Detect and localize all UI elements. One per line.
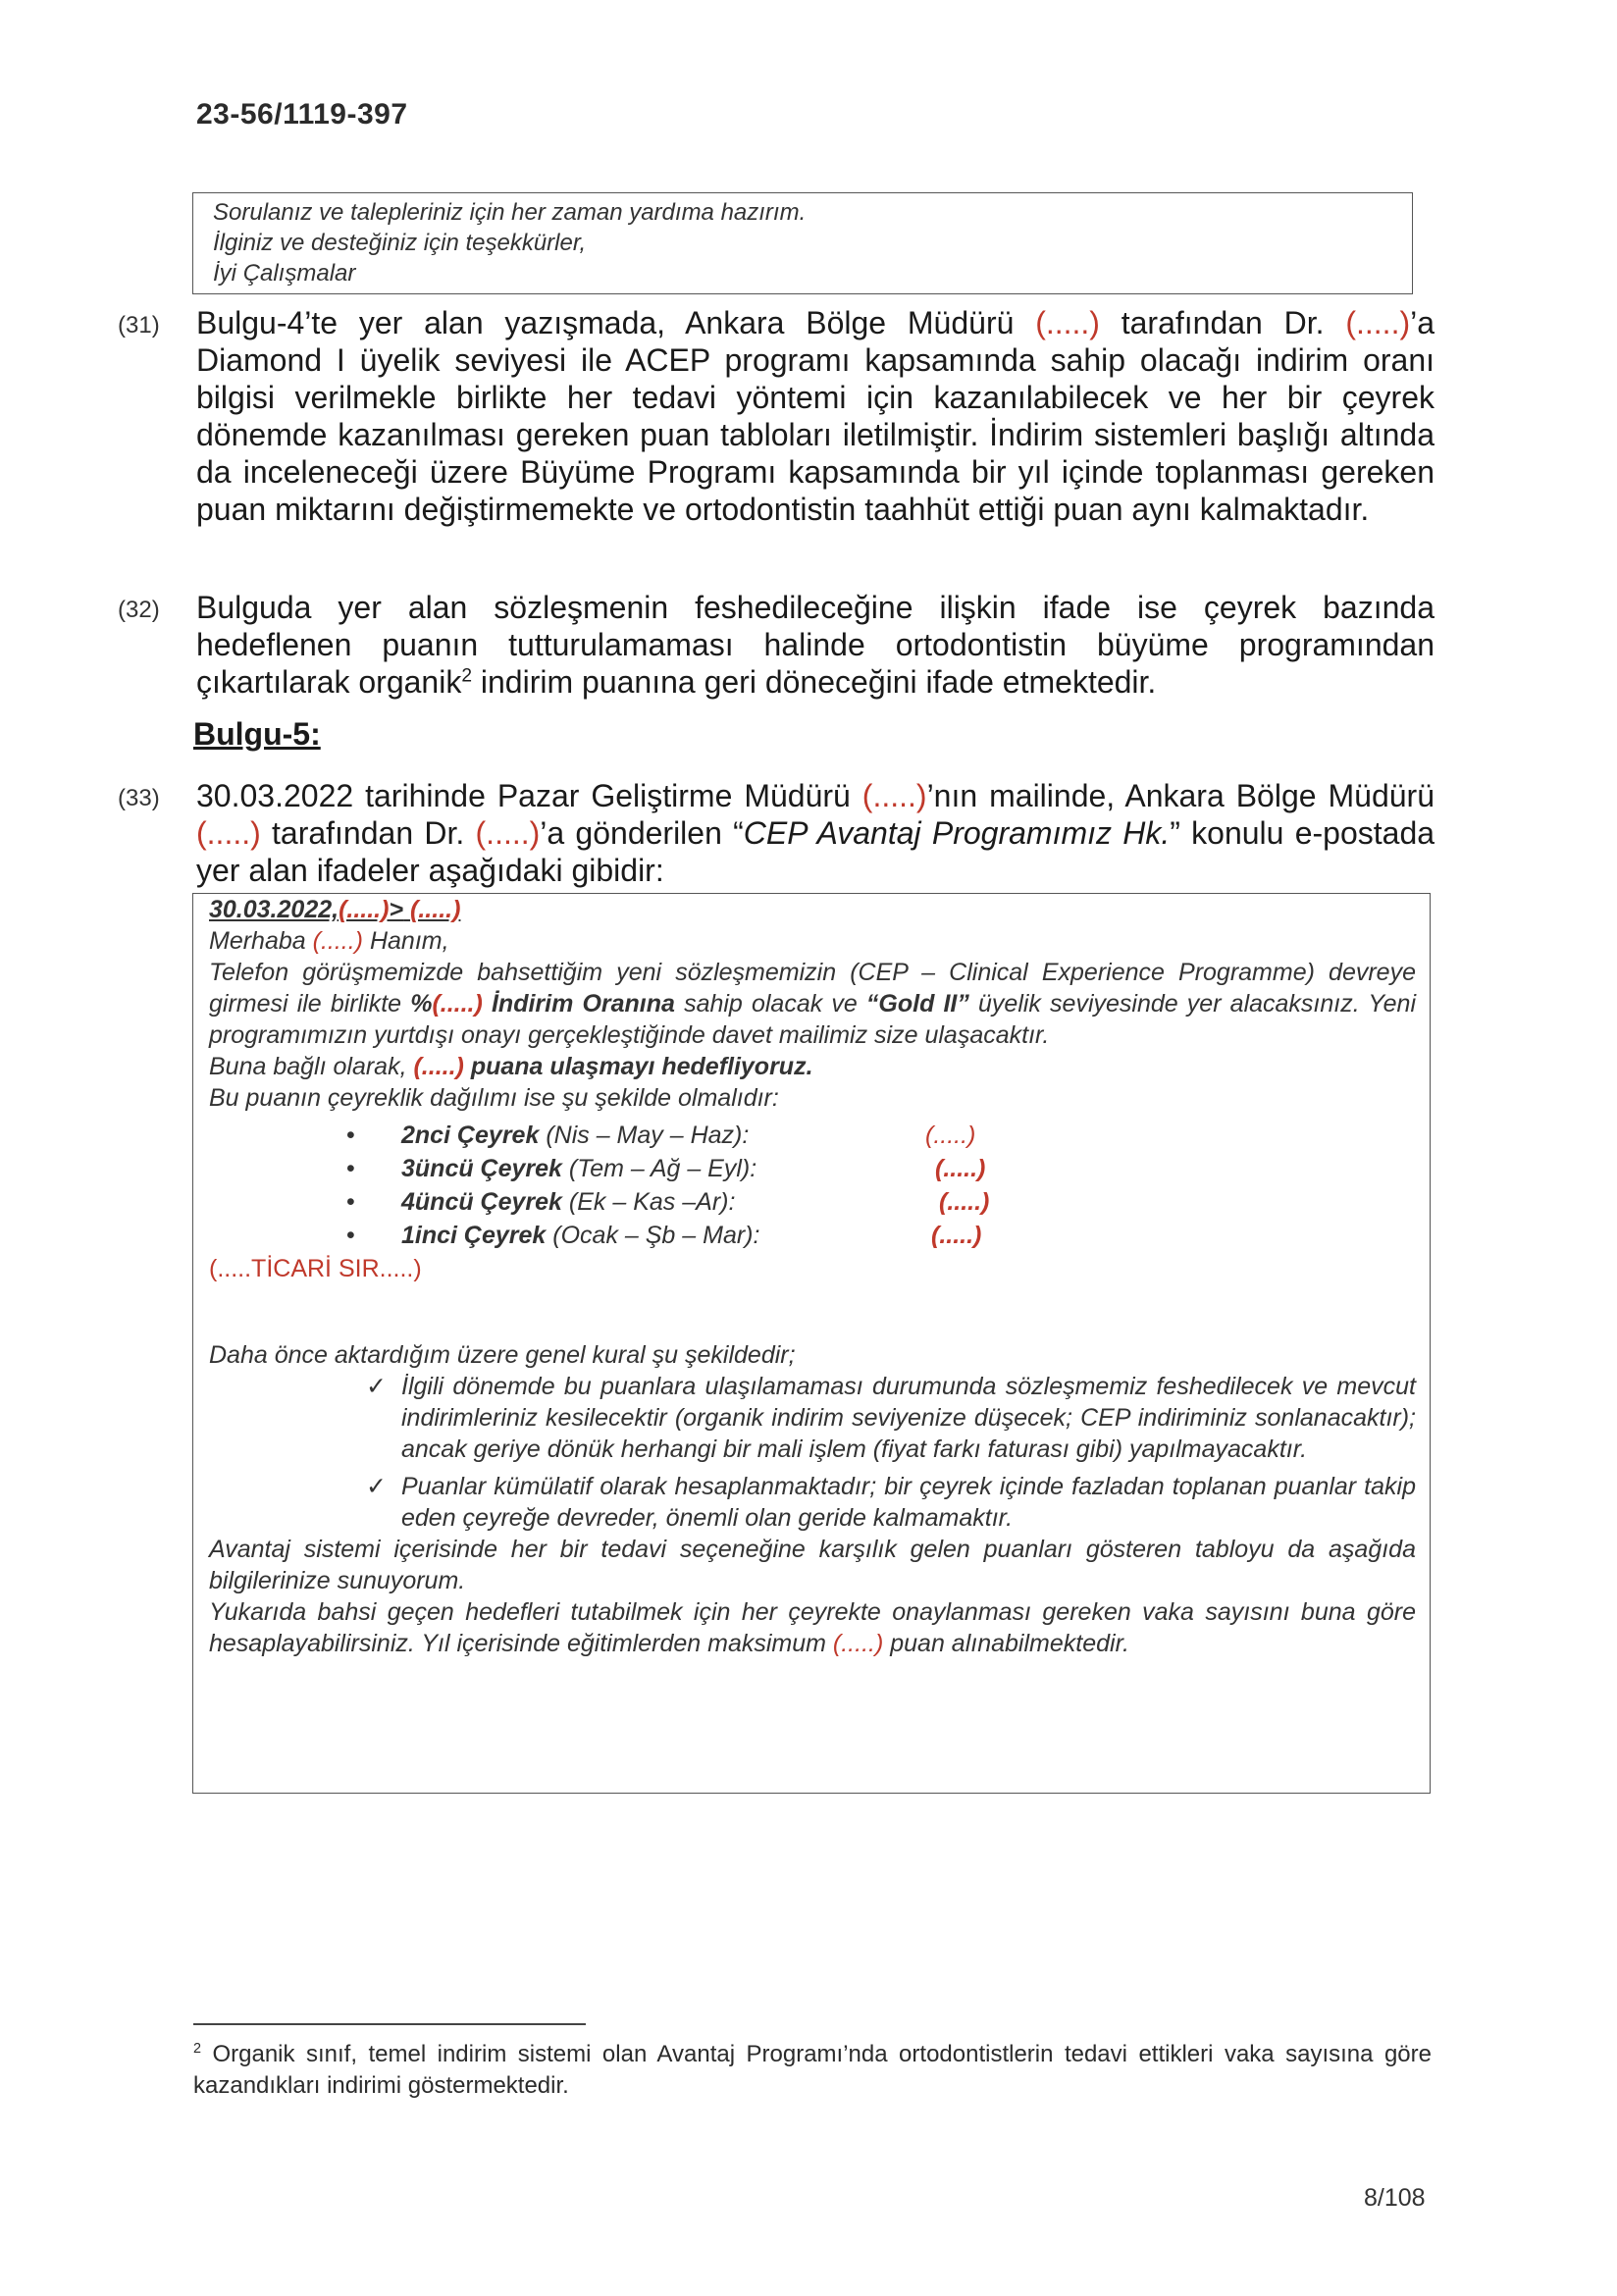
closing-quote-box bbox=[192, 192, 1413, 294]
trade-secret-redaction: (.....TİCARİ SIR.....) bbox=[209, 1255, 422, 1282]
list-item: ✓ Puanlar kümülatif olarak hesaplanmaktadır; bir çeyrek içinde fazladan toplanan puanlar takip eden çeyreğe devreder, önemli olan geride kalmamaktır. bbox=[366, 1473, 1416, 1532]
checkmark-icon: ✓ bbox=[366, 1473, 387, 1500]
paragraph-number: (31) bbox=[118, 312, 160, 339]
email-paragraph: Yukarıda bahsi geçen hedefleri tutabilmek için her çeyrekte onaylanması gereken vaka sayısını buna göre hesaplayabilirsiniz. Yıl içerisinde eğitimlerden maksimum (.....) puan alınabilmektedir. bbox=[209, 1598, 1416, 1657]
redaction: (.....) bbox=[1035, 305, 1100, 340]
paragraph-number: (33) bbox=[118, 785, 160, 811]
footnote-divider bbox=[193, 2023, 586, 2025]
paragraph-31: Bulgu-4’te yer alan yazışmada, Ankara Bölge Müdürü (.....) tarafından Dr. (.....)’a Diamond I üyelik seviyesi ile ACEP programı kapsamında sahip olacağı indirim oranı bilgisi verilmekle birlikte her tedavi yöntemi için kazanılabilecek ve her bir çeyrek dönemde kazanılması gereken puan tabloları iletilmiştir. İndirim sistemleri başlığı altında da inceleneceği üzere Büyüme Programı kapsamında bir yıl içinde toplanması gereken puan miktarını değiştirmemekte ve ortodontistin taahhüt ettiği puan aynı kalmaktadır. bbox=[196, 305, 1435, 527]
redaction: (.....) bbox=[939, 1188, 990, 1216]
redaction: (.....) bbox=[1345, 305, 1411, 340]
email-rule-intro: Daha önce aktardığım üzere genel kural şu şekildedir; bbox=[209, 1341, 796, 1369]
closing-line: Sorulanız ve talepleriniz için her zaman yardıma hazırım. bbox=[213, 199, 807, 226]
list-item: • 3üncü Çeyrek (Tem – Ağ – Eyl): (.....) bbox=[346, 1155, 986, 1182]
footnote: $^2$ Organik sınıf, temel indirim sistemi olan Avantaj Programı’nda ortodontistlerin tedavi ettikleri vaka sayısına göre kazandıkları indirimi göstermektedir. bbox=[193, 2041, 1432, 2099]
closing-line: İlginiz ve desteğiniz için teşekkürler, bbox=[213, 230, 587, 256]
paragraph-number: (32) bbox=[118, 597, 160, 623]
email-paragraph: Avantaj sistemi içerisinde her bir tedavi seçeneğine karşılık gelen puanları gösteren tabloyu da aşağıda bilgilerinize sunuyorum. bbox=[209, 1536, 1416, 1594]
list-item: ✓ İlgili dönemde bu puanlara ulaşılamaması durumunda sözleşmemiz feshedilecek ve mevcut indirimleriniz kesilecektir (organik indirim seviyenize düşecek; CEP indiriminiz sonlanacaktır); ancak geriye dönük herhangi bir mali işlem (fiyat farkı faturası gibi) yapılmayacaktır. bbox=[366, 1373, 1416, 1463]
footnote-ref: 2 bbox=[461, 665, 472, 687]
bullet-icon: • bbox=[346, 1122, 355, 1149]
redaction: (.....) bbox=[935, 1155, 986, 1182]
email-greeting: Merhaba (.....) Hanım, bbox=[209, 927, 449, 955]
paragraph-32: Bulguda yer alan sözleşmenin feshedileceğine ilişkin ifade ise çeyrek bazında hedeflenen puanın tutturulamaması halinde ortodontistin büyüme programından çıkartılarak organik$^2$ indirim puanına geri döneceğini ifade etmektedir. bbox=[196, 590, 1434, 700]
redaction: (.....) bbox=[475, 815, 541, 851]
redaction: (.....) bbox=[931, 1222, 982, 1249]
redaction: (.....) bbox=[925, 1122, 976, 1149]
redaction: (.....) bbox=[196, 815, 261, 851]
section-heading: Bulgu-5: bbox=[193, 716, 321, 752]
paragraph-33: 30.03.2022 tarihinde Pazar Geliştirme Müdürü (.....)’nın mailinde, Ankara Bölge Müdürü (.....) tarafından Dr. (.....)’a gönderilen “CEP Avantaj Programımız Hk.” konulu e-postada yer alan ifadeler aşağıdaki gibidir: bbox=[196, 778, 1435, 888]
email-body-1: Telefon görüşmemizde bahsettiğim yeni sözleşmemizin (CEP – Clinical Experience Programme) devreye girmesi ile birlikte %(.....) İndirim Oranına sahip olacak ve “Gold II” üyelik seviyesinde yer alacaksınız. Yeni programımızın yurtdışı onayı gerçekleştiğinde davet mailimiz size ulaşacaktır. bbox=[209, 959, 1417, 1049]
email-header: 30.03.2022,(.....)> (.....) bbox=[209, 896, 461, 923]
bullet-icon: • bbox=[346, 1188, 355, 1216]
list-item: • 4üncü Çeyrek (Ek – Kas –Ar): (.....) bbox=[346, 1188, 990, 1216]
bullet-icon: • bbox=[346, 1222, 355, 1249]
redaction: (.....) bbox=[861, 778, 927, 813]
email-quote-box bbox=[192, 893, 1431, 1794]
list-item: • 1inci Çeyrek (Ocak – Şb – Mar): (.....) bbox=[346, 1222, 982, 1249]
email-body-3: Bu puanın çeyreklik dağılımı ise şu şekilde olmalıdır: bbox=[209, 1084, 779, 1112]
email-body-2: Buna bağlı olarak, (.....) puana ulaşmayı hedefliyoruz. bbox=[209, 1053, 813, 1080]
page-number: 8/108 bbox=[1364, 2184, 1426, 2212]
document-id: 23-56/1119-397 bbox=[196, 98, 408, 130]
quarter-list bbox=[209, 1120, 1416, 1253]
closing-line: İyi Çalışmalar bbox=[213, 260, 356, 287]
list-item: • 2nci Çeyrek (Nis – May – Haz): (.....) bbox=[346, 1122, 976, 1149]
checkmark-icon: ✓ bbox=[366, 1373, 387, 1400]
bullet-icon: • bbox=[346, 1155, 355, 1182]
